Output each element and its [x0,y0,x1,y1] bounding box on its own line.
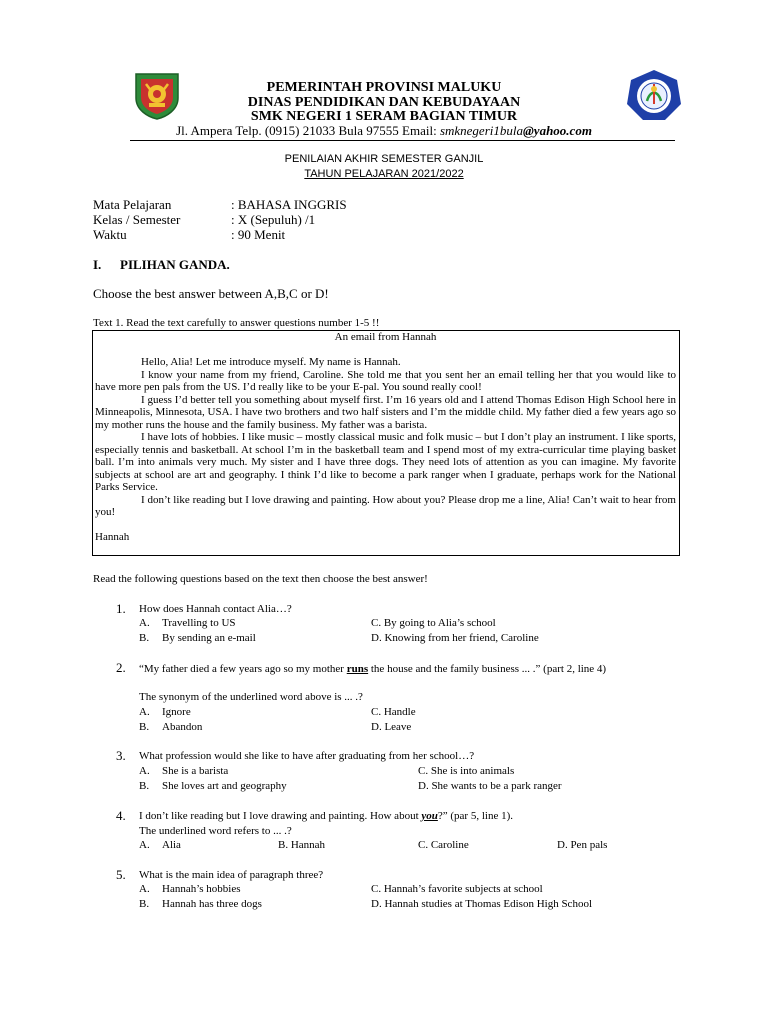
address-text: Jl. Ampera Telp. (0915) 21033 Bula 97555 Email: [176,123,440,138]
question-2-number: 2. [116,660,126,675]
q1-option-a: Travelling to US [162,617,236,629]
question-4-prompt: The underlined word refers to ... .? [139,825,292,837]
exam-year: TAHUN PELAJARAN 2021/2022 [304,168,464,180]
q2-option-c: C. Handle [371,706,416,718]
email-domain: @yahoo.com [522,123,592,138]
q2-option-b-label: B. [139,721,150,733]
q4-option-b: B. Hannah [278,839,326,851]
q3-option-a-label: A. [139,765,150,777]
q4-option-d: D. Pen pals [557,839,608,851]
q2-quote-start: “My father died a few years ago so my mother [139,663,347,675]
q4-option-a-label: A. [139,839,150,851]
q4-underlined-word: you [421,810,438,822]
email-paragraph-3: I guess I’d better tell you something about myself first. I’m 16 years old and I attend Thomas Edison High School here in Minneapolis, Minnesota, USA. I have two brothers and two half sisters and I’m the middle child. My father died a few years ago so my mother runs the house and the family business. My father was a barista. [95,393,676,431]
header-address [0,123,768,139]
header-government: PEMERINTAH PROVINSI MALUKU [266,80,502,95]
q5-option-b: Hannah has three dogs [162,898,262,910]
header-school: SMK NEGERI 1 SERAM BAGIAN TIMUR [250,109,518,124]
q3-option-b: She loves art and geography [162,780,287,792]
info-value-class: : X (Sepuluh) /1 [231,212,316,227]
q2-option-a-label: A. [139,706,150,718]
q2-option-b: Abandon [162,721,203,733]
q5-option-c: C. Hannah’s favorite subjects at school [371,883,543,895]
q3-option-d: D. She wants to be a park ranger [418,780,562,792]
question-4-text [139,810,513,823]
blank-line [95,519,676,532]
blank-line [95,344,676,357]
info-label-class: Kelas / Semester [93,212,181,227]
q2-underlined-word: runs [346,663,369,675]
q5-option-a-label: A. [139,883,150,895]
text-intro: Text 1. Read the text carefully to answer questions number 1-5 !! [93,317,380,329]
info-label-subject: Mata Pelajaran [93,197,172,212]
q4-quote-end: ?” (par 5, line 1). [437,810,514,822]
q3-option-c: C. She is into animals [418,765,515,777]
info-label-time: Waktu [93,227,127,242]
q3-option-a: She is a barista [162,765,229,777]
info-value-time: : 90 Menit [231,227,286,242]
instruction: Choose the best answer between A,B,C or D! [93,286,329,301]
section-title: PILIHAN GANDA. [120,257,230,272]
q5-option-a: Hannah’s hobbies [162,883,241,895]
header-department: DINAS PENDIDIKAN DAN KEBUDAYAAN [247,95,521,110]
question-3-text: What profession would she like to have after graduating from her school…? [139,750,475,762]
q4-option-a: Alia [162,839,181,851]
q4-quote-start: I don’t like reading but I love drawing and painting. How about [139,810,422,822]
q5-option-b-label: B. [139,898,150,910]
question-2-prompt: The synonym of the underlined word above is ... .? [139,691,363,703]
email-paragraph-1: Hello, Alia! Let me introduce myself. My name is Hannah. [141,356,401,368]
questions-intro: Read the following questions based on the text then choose the best answer! [93,573,428,585]
email-paragraph-5: I don’t like reading but I love drawing and painting. How about you? Please drop me a line, Alia! Can’t wait to hear from you! [95,493,676,518]
q1-option-b: By sending an e-mail [162,632,256,644]
q2-option-a: Ignore [162,706,191,718]
info-value-subject: : BAHASA INGGRIS [231,197,347,212]
q4-option-c: C. Caroline [418,839,469,851]
question-5-text: What is the main idea of paragraph three? [139,869,324,881]
q2-quote-end: the house and the family business ... .” (part 2, line 4) [368,663,607,675]
q5-option-d: D. Hannah studies at Thomas Edison High School [371,898,592,910]
question-2-text [139,662,674,677]
exam-title: PENILAIAN AKHIR SEMESTER GANJIL [284,153,484,165]
section-number: I. [93,257,102,272]
email-paragraph-2: I know your name from my friend, Caroline. She told me that you sent her an email telling her that you would like to have more pen pals from the US. I’d really like to be your E-pal. You sound really cool! [95,368,676,393]
q1-option-c: C. By going to Alia’s school [371,617,496,629]
email-signature: Hannah [95,531,130,543]
question-1-number: 1. [116,601,126,616]
question-5-number: 5. [116,867,126,882]
q1-option-b-label: B. [139,632,150,644]
email-local: smknegeri1bula [439,123,523,138]
q1-option-a-label: A. [139,617,150,629]
q1-option-d: D. Knowing from her friend, Caroline [371,632,539,644]
email-text-box [92,330,680,556]
question-1-text: How does Hannah contact Alia…? [139,603,292,615]
header-divider [130,140,675,141]
q3-option-b-label: B. [139,780,150,792]
email-paragraph-4: I have lots of hobbies. I like music – mostly classical music and folk music – but I don’t play an instrument. I like sports, especially tennis and basketball. At school I’m in the basketball team and I spend most of my extra-curricular time playing basket ball. I’m into animals very much. My sister and I have three dogs. They need lots of attention as you can imagine. My favorite subjects at school are art and geography. I think I’d like to become a park ranger when I graduate, perhaps work for the National Parks Service. [95,431,676,493]
email-title: An email from Hannah [334,331,437,343]
question-4-number: 4. [116,808,126,823]
question-3-number: 3. [116,748,126,763]
q2-option-d: D. Leave [371,721,412,733]
